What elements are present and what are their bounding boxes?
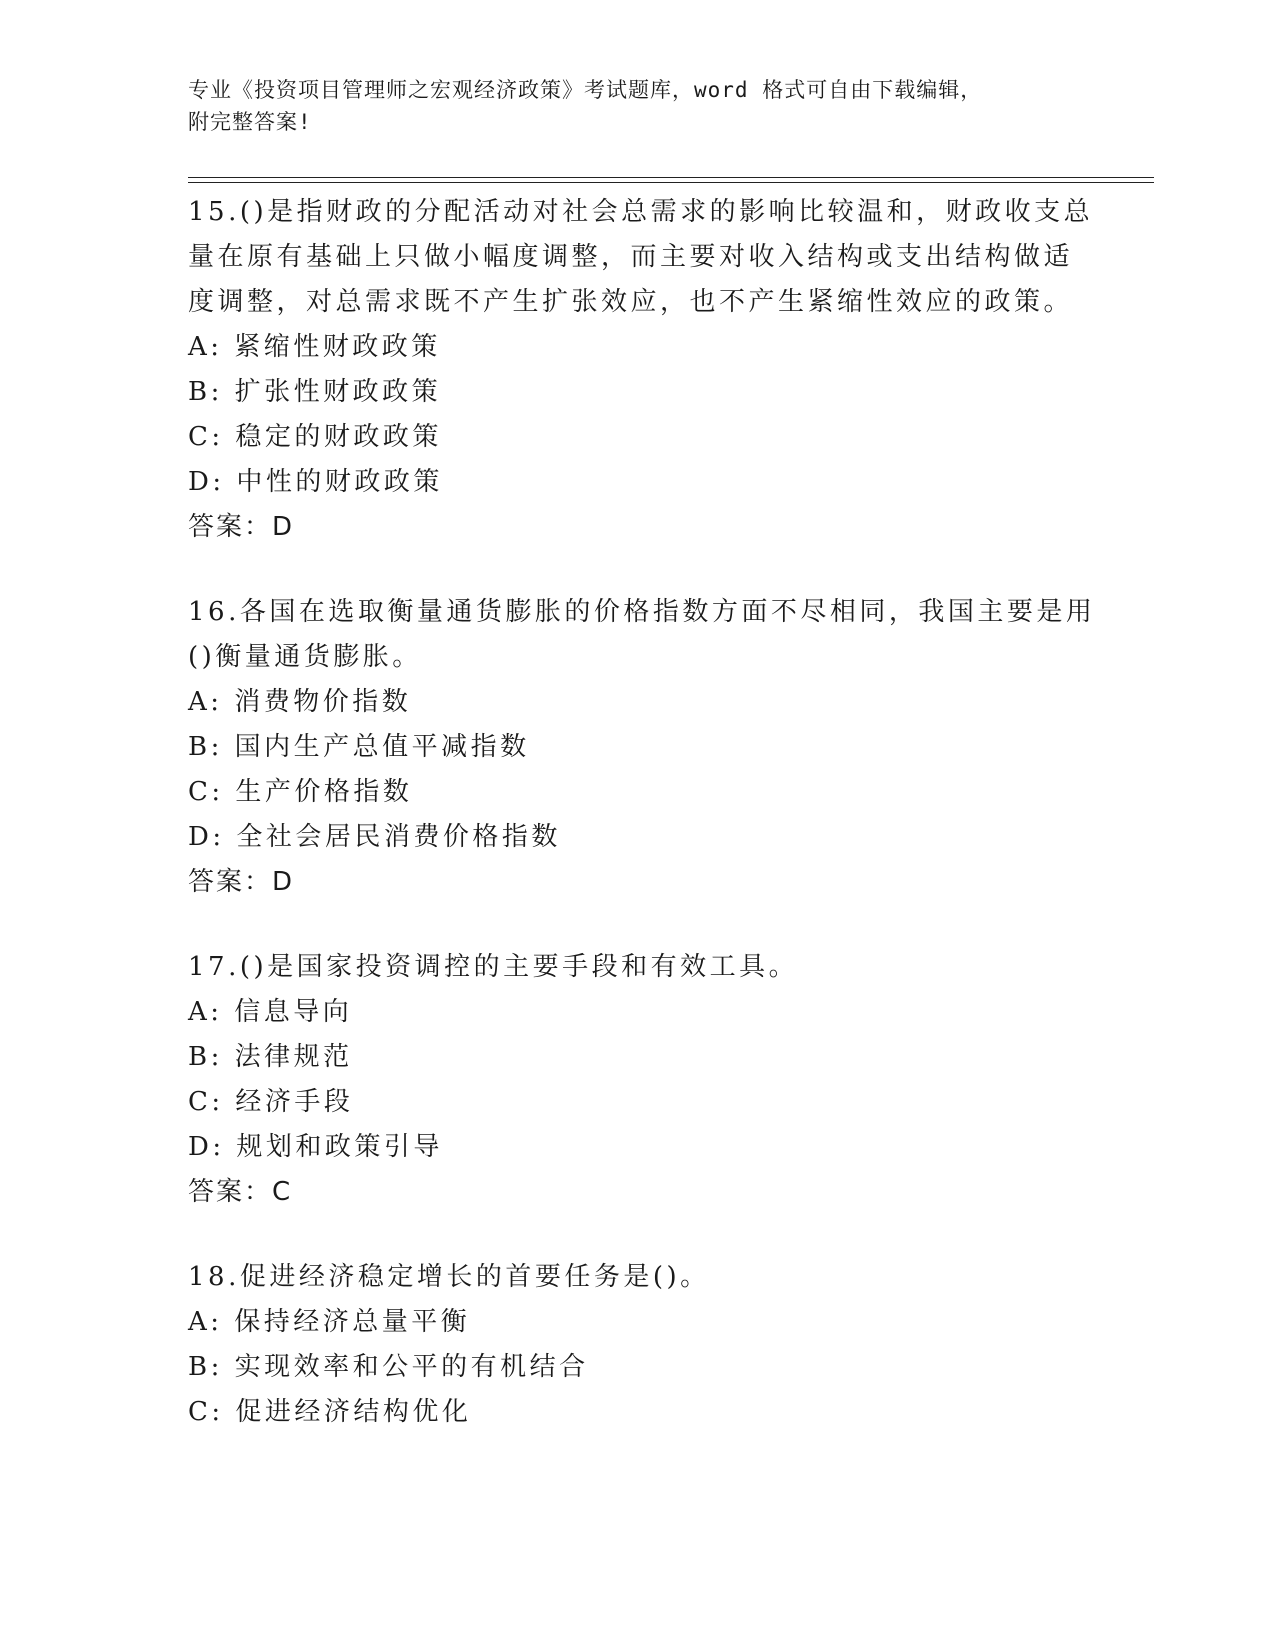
question-text-line: 18.促进经济稳定增长的首要任务是()。 [188,1262,710,1292]
question-18 [188,1255,1108,1435]
question-text-line: 17.()是国家投资调控的主要手段和有效工具。 [188,952,799,982]
header-line-2: 附完整答案! [188,110,312,134]
question-text-line: 15.()是指财政的分配活动对社会总需求的影响比较温和，财政收支总 [188,197,1094,227]
option-a: A: 信息导向 [188,997,353,1027]
header-divider-top [188,177,1154,178]
question-17 [188,945,1108,1215]
option-b: B: 国内生产总值平减指数 [188,732,530,762]
option-b: B: 扩张性财政政策 [188,377,442,407]
question-15 [188,190,1108,550]
answer-label: 答案：C [188,1177,293,1207]
question-text-line: 量在原有基础上只做小幅度调整，而主要对收入结构或支出结构做适 [188,242,1074,272]
document-header [188,74,1088,138]
question-text-line: 度调整，对总需求既不产生扩张效应，也不产生紧缩性效应的政策。 [188,287,1074,317]
option-c: C: 促进经济结构优化 [188,1397,472,1427]
option-c: C: 经济手段 [188,1087,354,1117]
option-b: B: 法律规范 [188,1042,353,1072]
question-list [188,190,1108,1475]
option-a: A: 消费物价指数 [188,687,412,717]
question-text-line: ()衡量通货膨胀。 [188,642,422,672]
header-divider-bottom [188,182,1154,183]
answer-label: 答案：D [188,512,295,542]
option-d: D: 中性的财政政策 [188,467,443,497]
option-d: D: 规划和政策引导 [188,1132,443,1162]
question-16 [188,590,1108,905]
header-line-1: 专业《投资项目管理师之宏观经济政策》考试题库，word 格式可自由下载编辑， [188,78,983,102]
option-d: D: 全社会居民消费价格指数 [188,822,561,852]
option-c: C: 生产价格指数 [188,777,413,807]
option-c: C: 稳定的财政政策 [188,422,442,452]
option-a: A: 保持经济总量平衡 [188,1307,471,1337]
answer-label: 答案：D [188,867,295,897]
question-text-line: 16.各国在选取衡量通货膨胀的价格指数方面不尽相同，我国主要是用 [188,597,1096,627]
option-b: B: 实现效率和公平的有机结合 [188,1352,589,1382]
option-a: A: 紧缩性财政政策 [188,332,441,362]
